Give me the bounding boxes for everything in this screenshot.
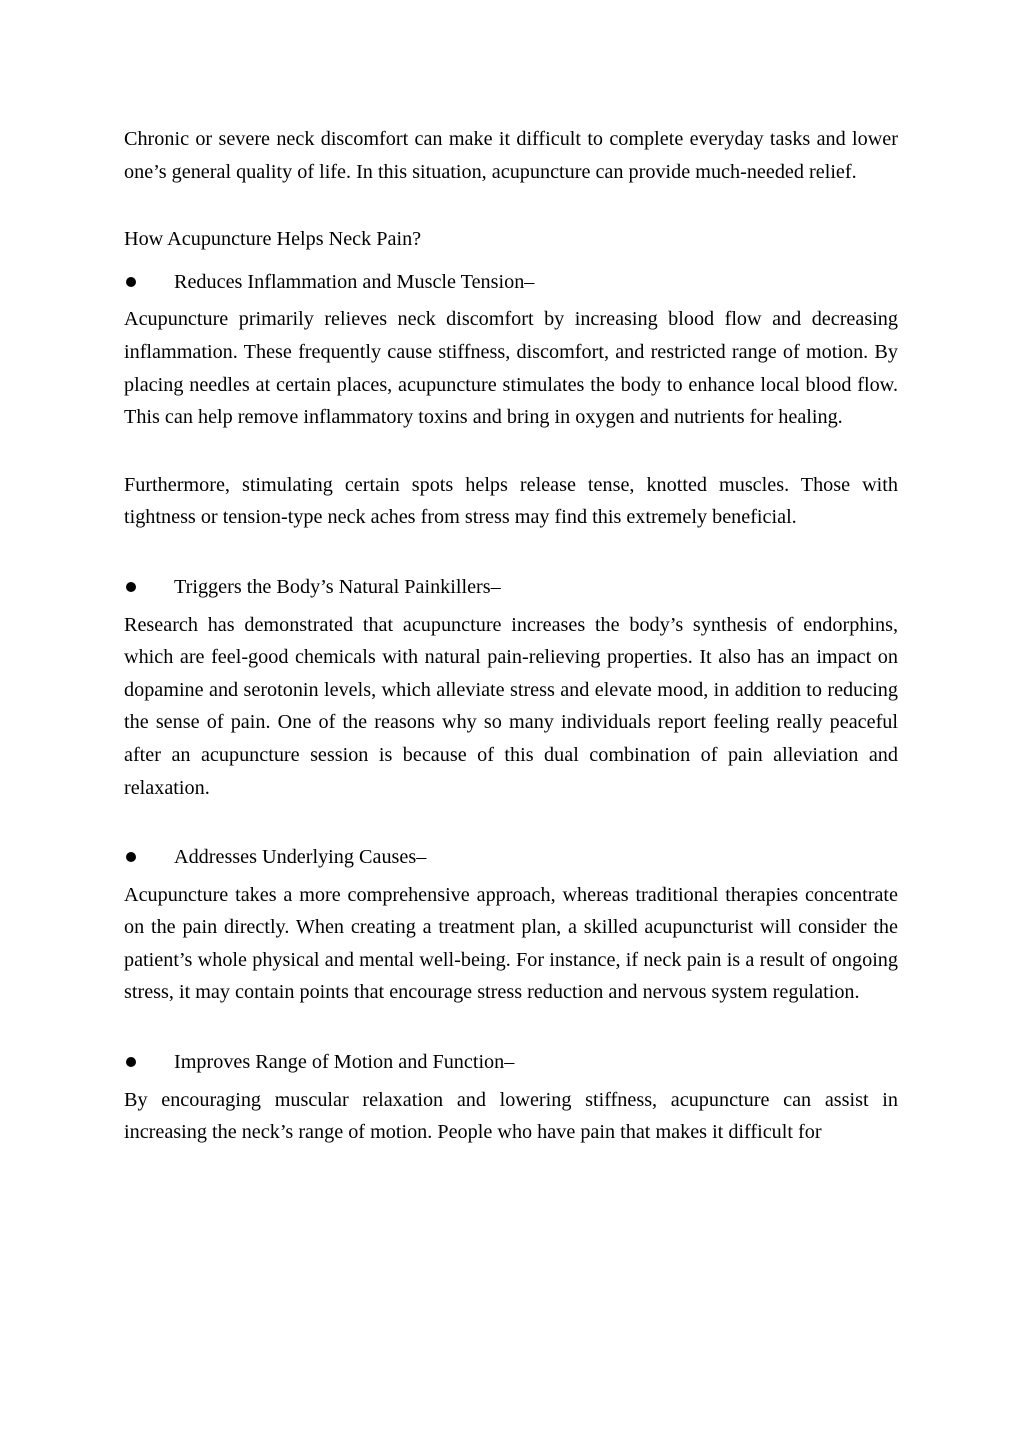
section-heading: How Acupuncture Helps Neck Pain?: [124, 228, 422, 251]
section-underlying-causes: [124, 841, 898, 1009]
bullet-dot-icon: [126, 1057, 136, 1067]
bullet-dot-icon: [126, 582, 136, 592]
document-page: [124, 123, 898, 1149]
bullet-item: [124, 571, 898, 604]
section-painkillers: [124, 571, 898, 804]
section-range-of-motion: [124, 1046, 898, 1149]
bullet-item: [124, 266, 898, 299]
section-inflammation: [124, 266, 898, 534]
bullet-dot-icon: [126, 852, 136, 862]
bullet-item: [124, 1046, 898, 1079]
bullet-title: Triggers the Body’s Natural Painkillers–: [174, 575, 501, 598]
bullet-dot-icon: [126, 277, 136, 287]
body-paragraph: Furthermore, stimulating certain spots helps release tense, knotted muscles. Those with tightness or tension-type neck aches from stress may find this extremely beneficial.: [124, 473, 898, 529]
bullet-title: Improves Range of Motion and Function–: [174, 1051, 515, 1074]
bullet-title: Addresses Underlying Causes–: [174, 846, 427, 869]
body-paragraph: Acupuncture takes a more comprehensive approach, whereas traditional therapies concentrate on the pain directly. When creating a treatment plan, a skilled acupuncturist will consider the patient’s whole physical and mental well-being. For instance, if neck pain is a result of ongoing stress, it may contain points that encourage stress reduction and nervous system regulation.: [124, 883, 898, 1004]
body-paragraph: By encouraging muscular relaxation and lowering stiffness, acupuncture can assist in increasing the neck’s range of motion. People who have pain that makes it difficult for: [124, 1088, 898, 1144]
body-paragraph: Acupuncture primarily relieves neck discomfort by increasing blood flow and decreasing inflammation. These frequently cause stiffness, discomfort, and restricted range of motion. By placing needles at certain places, acupuncture stimulates the body to enhance local blood flow. This can help remove inflammatory toxins and bring in oxygen and nutrients for healing.: [124, 308, 898, 429]
body-paragraph: Research has demonstrated that acupuncture increases the body’s synthesis of endorphins, which are feel-good chemicals with natural pain-relieving properties. It also has an impact on dopamine and serotonin levels, which alleviate stress and elevate mood, in addition to reducing the sense of pain. One of the reasons why so many individuals report feeling really peaceful after an acupuncture session is because of this dual combination of pain alleviation and relaxation.: [124, 613, 898, 799]
bullet-title: Reduces Inflammation and Muscle Tension–: [174, 270, 535, 293]
intro-paragraph: Chronic or severe neck discomfort can make it difficult to complete everyday tasks and lower one’s general quality of life. In this situation, acupuncture can provide much-needed relief.: [124, 128, 898, 183]
bullet-item: [124, 841, 898, 874]
